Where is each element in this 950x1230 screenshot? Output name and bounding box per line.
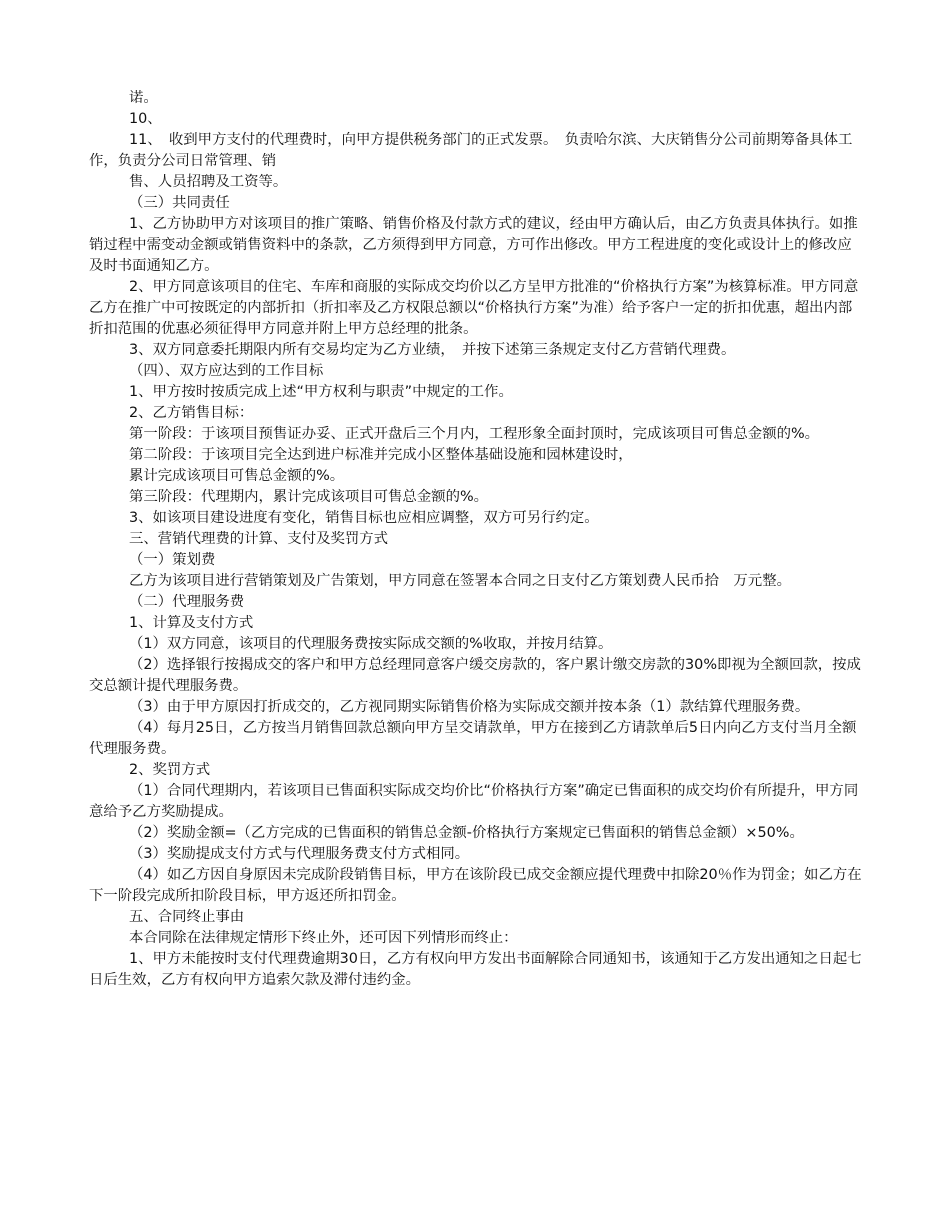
section-heading: （一）策划费: [129, 552, 216, 568]
paragraph: 2、奖罚方式: [129, 762, 211, 778]
section-heading: （二）代理服务费: [129, 594, 245, 610]
paragraph: 第一阶段：于该项目预售证办妥、正式开盘后三个月内，工程形象全面封顶时，完成该项目可售总金额的%。: [129, 426, 820, 442]
paragraph: （3）奖励提成支付方式与代理服务费支付方式相同。: [129, 846, 470, 862]
paragraph: 累计完成该项目可售总金额的%。: [129, 468, 345, 484]
paragraph: 1、甲方按时按质完成上述“甲方权利与职责”中规定的工作。: [129, 384, 513, 400]
paragraph: （4）如乙方因自身原因未完成阶段销售目标，甲方在该阶段已成交金额应提代理费中扣除20％作为罚金；如乙方在下一阶段完成所扣阶段目标，甲方返还所扣罚金。: [89, 867, 862, 904]
paragraph: 第三阶段：代理期内，累计完成该项目可售总金额的%。: [129, 489, 489, 505]
section-heading: 三、营销代理费的计算、支付及奖罚方式: [129, 531, 389, 547]
section-heading: 五、合同终止事由: [129, 909, 245, 925]
paragraph: （2）选择银行按揭成交的客户和甲方总经理同意客户缓交房款的，客户累计缴交房款的30%即视为全额回款，按成交总额计提代理服务费。: [89, 657, 861, 694]
paragraph: 2、甲方同意该项目的住宅、车库和商服的实际成交均价以乙方呈甲方批准的“价格执行方案”为核算标准。甲方同意乙方在推广中可按既定的内部折扣（折扣率及乙方权限总额以“价格执行方案”为准）给予客户一定的折扣优惠，超出内部折扣范围的优惠必须征得甲方同意并附上甲方总经理的批条。: [89, 279, 859, 337]
paragraph: 2、乙方销售目标：: [129, 405, 254, 421]
paragraph: 诺。: [129, 90, 158, 106]
paragraph: 3、如该项目建设进度有变化，销售目标也应相应调整，双方可另行约定。: [129, 510, 599, 526]
paragraph: （1）合同代理期内，若该项目已售面积实际成交均价比“价格执行方案”确定已售面积的成交均价有所提升，甲方同意给予乙方奖励提成。: [89, 783, 859, 820]
paragraph: 乙方为该项目进行营销策划及广告策划，甲方同意在签署本合同之日支付乙方策划费人民币拾 万元整。: [129, 573, 791, 589]
paragraph: （3）由于甲方原因打折成交的，乙方视同期实际销售价格为实际成交额并按本条（1）款结算代理服务费。: [129, 699, 810, 715]
paragraph: 3、双方同意委托期限内所有交易均定为乙方业绩， 并按下述第三条规定支付乙方营销代理费。: [129, 342, 736, 358]
paragraph: 1、乙方协助甲方对该项目的推广策略、销售价格及付款方式的建议，经由甲方确认后，由乙方负责具体执行。如推销过程中需变动金额或销售资料中的条款，乙方须得到甲方同意，方可作出修改。甲方工程进度的变化或设计上的修改应及时书面通知乙方。: [89, 216, 858, 274]
paragraph: 1、甲方未能按时支付代理费逾期30日，乙方有权向甲方发出书面解除合同通知书，该通知于乙方发出通知之日起七日后生效，乙方有权向甲方追索欠款及滞付违约金。: [89, 951, 862, 988]
paragraph: 11、 收到甲方支付的代理费时，向甲方提供税务部门的正式发票。 负责哈尔滨、大庆销售分公司前期筹备具体工作，负责分公司日常管理、销: [89, 132, 853, 169]
section-heading: （三）共同责任: [129, 195, 230, 211]
paragraph: （4）每月25日，乙方按当月销售回款总额向甲方呈交请款单，甲方在接到乙方请款单后5日内向乙方支付当月全额代理服务费。: [89, 720, 857, 757]
paragraph: 本合同除在法律规定情形下终止外，还可因下列情形而终止：: [129, 930, 518, 946]
paragraph: （2）奖励金额=（乙方完成的已售面积的销售总金额-价格执行方案规定已售面积的销售总金额）×50%。: [129, 825, 804, 841]
paragraph: （1）双方同意，该项目的代理服务费按实际成交额的%收取，并按月结算。: [129, 636, 613, 652]
paragraph: 1、计算及支付方式: [129, 615, 254, 631]
document-body: [89, 88, 865, 991]
section-heading: （四）、双方应达到的工作目标: [129, 363, 324, 379]
paragraph: 10、: [129, 111, 162, 127]
paragraph: 第二阶段：于该项目完全达到进户标准并完成小区整体基础设施和园林建设时，: [129, 447, 633, 463]
paragraph: 售、人员招聘及工资等。: [129, 174, 288, 190]
